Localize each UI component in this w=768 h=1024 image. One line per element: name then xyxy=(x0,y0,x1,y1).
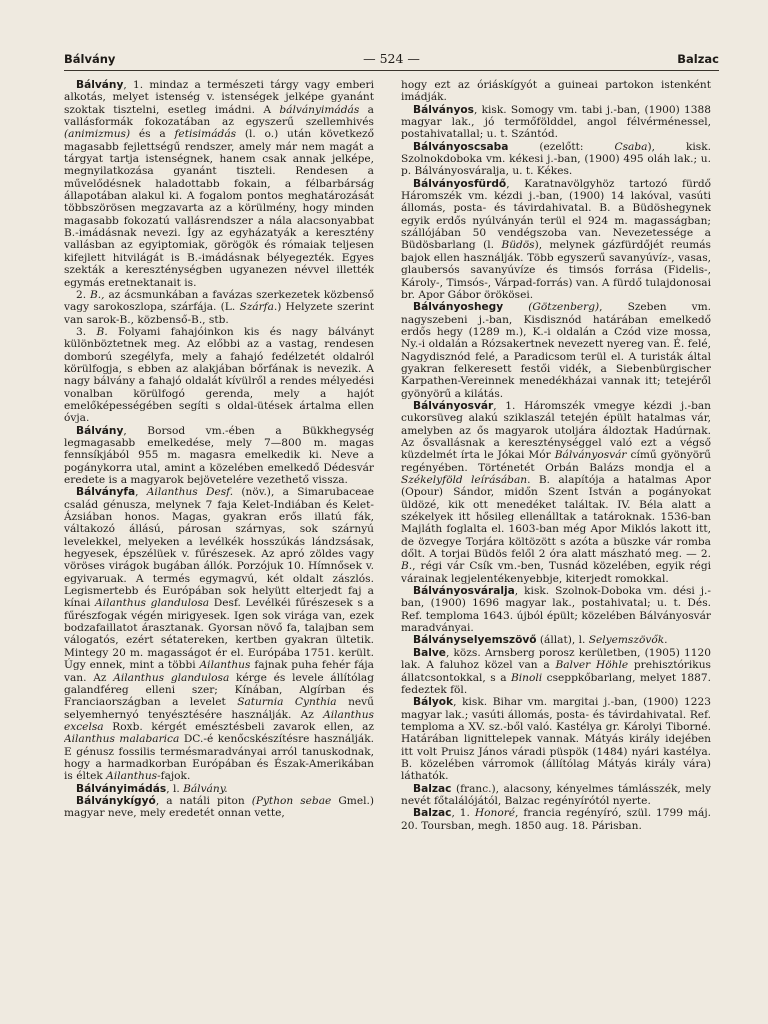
entry-text: , kisk. Somogy vm. tabi j.-ban, (1900) 1388 magyar lak., jó termőfölddel, angol félvérménessel, postahivatallal; u. t. Szántód. xyxy=(401,103,711,141)
italic-term: Büdös xyxy=(501,239,535,252)
page-header xyxy=(64,52,719,71)
italic-term: Ailanthus glandulosa xyxy=(95,597,210,610)
entry-text: , l. xyxy=(166,782,184,795)
entry-headword: Bálványoshegy xyxy=(413,301,504,314)
italic-term: (Götzenberg) xyxy=(528,301,600,314)
entry-text: című gyönyörű regényében. Történetét Orbán Balázs mondja el a xyxy=(401,449,711,474)
page-number: — 524 — xyxy=(363,51,420,66)
dictionary-entry xyxy=(64,326,374,425)
entry-text: 2. xyxy=(76,288,91,301)
entry-text: , 1. mindaz a természeti tárgy vagy emberi alkotás, melyet istenség v. istenségek jelképe gyanánt szoktak tisztelni, esetleg imádni. A xyxy=(64,79,374,116)
italic-term: Ailanthus xyxy=(106,770,158,783)
italic-term: bálványimádás xyxy=(279,103,360,116)
italic-term: Ailanthus xyxy=(199,659,251,672)
entry-text: az ácsmunkában a favázas szerkezetek közbenső vagy sarokoszlopa, szárfája. (L. xyxy=(64,288,374,314)
entry-text: ) Helyzete szerint van sarok-B., közbenső-B., stb. xyxy=(64,301,374,326)
dictionary-entry xyxy=(401,400,711,585)
entry-headword: Bálványosfürdő xyxy=(413,177,507,190)
dictionary-entry xyxy=(401,807,711,832)
entry-text: 3. xyxy=(76,325,97,338)
entry-text: , xyxy=(135,486,147,499)
dictionary-entry xyxy=(401,141,711,178)
entry-text: Folyami fahajóinkon kis és nagy bálványt különböztetnek meg. Az előbbi az a vastag, rendesen domború szegélyfa, mely a fahajó fedélzetét oldalról körülfogja, s ebben az alakjában bőrfának is nevezik. A nagy bálvány a fahajó oldalát kívülről a rendes mélyedési vonalban körülfogó gerenda, mely a hajót emelőképességében segíti s oldal-ütések ártalma ellen óvja. xyxy=(64,325,374,425)
entry-headword: Bálványoscsaba xyxy=(413,140,509,153)
dictionary-entry xyxy=(64,289,374,326)
entry-text: , francia regényíró, szül. 1799 máj. 20. Toursban, megh. 1850 aug. 18. Párisban. xyxy=(401,807,711,832)
entry-headword: Bálványfa xyxy=(76,486,136,499)
entry-text: a vallásformák fokozatában az egyszerű szellemhivés xyxy=(64,103,374,129)
italic-term: (animizmus) xyxy=(64,128,131,141)
entry-text: (állat), l. xyxy=(536,634,589,647)
left-column xyxy=(64,79,374,999)
dictionary-entry xyxy=(401,104,711,141)
right-column xyxy=(401,79,711,999)
dictionary-entry xyxy=(64,425,374,487)
entry-headword: Bálvány xyxy=(76,424,124,437)
entry-headword: Balzac xyxy=(413,807,452,820)
dictionary-entry xyxy=(401,696,711,782)
entry-text: (l. o.) után következő magasabb fejlettségű rendszer, amely már nem magát a tárgyat tartja istenségnek, hanem csak annak jelképe, megnyilatkozása gyanánt tiszteli. Rendesen a művelődésnek haladottabb fokain, a félbarbárság állapotában alakul ki. A fogalom pontos meghatározását többszörösen megzavarta az a körülmény, hogy minden magasabb fokozatú vallásrendszer a nála alacsonyabbat B.-imádásnak nevezi. Így az egyházatyák a keresztény vallásban az egyiptomiak, görögök és rómaiak teljesen kifejlett hitvilágát is B.-imádásnak bélyegezték. Egyes szekták a kereszténységben ugyanezen névvel illették egymás eretnektanait is. xyxy=(64,128,374,289)
dictionary-entry xyxy=(401,301,711,400)
entry-headword: Balzac xyxy=(413,782,452,795)
italic-term: B. xyxy=(96,325,108,338)
entry-headword: Bályok xyxy=(413,696,454,709)
italic-term: Selyemszövők. xyxy=(588,634,668,647)
italic-term: Ailanthus glandulosa xyxy=(113,671,230,684)
dictionary-entry xyxy=(401,634,711,646)
entry-text: Desf. Levélkéi fűrészesek s a fűrészfogak végén mirigyesek. Igen sok virága van, ezek bodzafaillatot árasztanak. Gyorsan növő fa, talajban sem válogatós, ezért sétatereken, kertben gyakran ültetik. Mintegy 20 m. magasságot ér el. Európába 1751. került. Úgy ennek, mint a többi xyxy=(64,597,374,672)
entry-text: (ezelőtt: xyxy=(508,140,615,153)
entry-text: nevű selyemhernyó tenyésztésére használják. Az xyxy=(64,696,374,721)
dictionary-entry xyxy=(64,486,374,782)
italic-term: Balver Höhle xyxy=(555,659,629,672)
dictionary-entry xyxy=(401,79,711,104)
entry-headword: Bálványosvár xyxy=(413,399,494,412)
entry-text: Roxb. kérgét emésztésbeli zavarok ellen, az xyxy=(103,720,374,733)
italic-term: Csaba xyxy=(614,140,648,153)
entry-headword: Bálványimádás xyxy=(76,782,167,795)
italic-term: Szárfa. xyxy=(239,301,278,314)
entry-headword: Bálványos xyxy=(413,103,474,116)
entry-text: , Borsod vm.-ében a Bükkhegység legmagasabb emelkedése, mely 7—800 m. magas fennsíkjából 955 m. magasra emelkedik ki. Neve a pogánykorra utal, amint a közelében emelkedő Dédesvár eredete is a magyarok bejövetelére vezethető vissza. xyxy=(64,424,374,486)
italic-term: Székelyföld leírásában xyxy=(401,474,528,486)
entry-text: , 1. Háromszék vmegye kézdi j.-ban cukorsüveg alakú sziklaszál tetején épült hatalmas vár, amelyben az ős magyarok utoljára áldoztak Hadúrnak. Az ősvallásnak a kereszténységgel való ezt a végső küzdelmét írta le Jókai Mór xyxy=(401,399,711,462)
entry-headword: Bálványkígyó xyxy=(76,794,156,807)
entry-text: . B. alapítója a hatalmas Apor (Opour) Sándor, midőn Szent István a pogányokat üldözé, kik ott menedéket találtak. IV. Béla alatt a székelyek itt hősileg ellenálltak a tatároknak. 1536-ban Majláth foglalta el. 1603-ban még Apor Miklós lakott itt, de özvegye Torjára költözött s azóta a büszke vár romba dőlt. A torjai Büdös felől 2 óra alatt mászható meg. — 2. xyxy=(401,474,711,561)
entry-text xyxy=(503,301,528,313)
entry-text: , Szeben vm. nagyszebeni j.-ban, Kisdisznód határában emelkedő erdős hegy (1289 m.), K.-i oldalán a Czód vize mossa, Ny.-i oldalán a Rózsakertnek nevezett nyereg van. É. felé, Nagydisznód felé, a Paradicsom terül el. A turisták által gyakran felkeresett festői vidék, a Siebenbürgischer Karpathen-Vereinnek menedékházai vannak itt; tetejéről gyönyörű a kilátás. xyxy=(401,301,711,400)
entry-text: , 1. xyxy=(451,807,475,820)
dictionary-entry xyxy=(401,647,711,696)
header-left-keyword: Bálvány xyxy=(64,52,116,66)
entry-text: DC.-é kenőcskészítésre használják. E génusz fossilis termésmaradványai arról tanuskodnak, hogy a harmadkorban Európában és Észak-Amerikában is éltek xyxy=(64,733,374,783)
entry-text: kérge és levele állítólag galandféreg elleni szer; Kínában, Algírban és Franciaországban a levelet xyxy=(64,671,374,709)
entry-text: fajnak puha fehér fája van. Az xyxy=(64,659,374,684)
entry-text: , a natáli piton xyxy=(155,794,252,807)
italic-term: (Python sebae xyxy=(251,794,332,807)
italic-term: Ailanthus Desf. xyxy=(146,486,234,499)
dictionary-entry xyxy=(401,585,711,634)
entry-text: -fajok. xyxy=(157,770,191,783)
entry-text: , kisk. Bihar vm. margitai j.-ban, (1900) 1223 magyar lak.; vasúti állomás, posta- és távirdahivatal. Ref. temploma a XV. sz.-ből való. Kastélya gr. Károlyi Tiborné. Határában lignittelepek vannak. Mátyás király idejében itt volt Pruisz János váradi püspök (1484) nyári kastélya. B. közelében várromok (állítólag Mátyás király vára) láthatók. xyxy=(401,696,711,783)
entry-text: (franc.), alacsony, kényelmes támlásszék, mely nevét főtalálójától, Balzac regényírótól nyerte. xyxy=(401,782,711,807)
italic-term: B. xyxy=(401,560,413,573)
italic-term: Binoli xyxy=(511,671,543,684)
italic-term: fetisimádás xyxy=(174,128,237,141)
entry-text: , régi vár Csík vm.-ben, Tusnád közelében, egyik régi várainak legjelentékenyebbje, kiterjedt romokkal. xyxy=(401,560,711,585)
entry-text: hogy ezt az óriáskígyót a guineai partokon istenként imádják. xyxy=(401,79,711,104)
italic-term: Ailanthus malabarica xyxy=(64,733,180,746)
dictionary-entry xyxy=(401,178,711,301)
entry-text: (növ.), a Simarubaceae család génusza, melynek 7 faja Kelet-Indiában és Kelet-Ázsiában honos. Magas, gyakran erős illatú fák, váltakozó állású, párosan szárnyas, sok szárnyú levelekkel, melyeken a levélkék hosszúkás lándzsásak, hegyesek, épszélüek v. fűrészesek. Az apró zöldes vagy vöröses virágok bugában állók. Porzójuk 10. Hímnősek v. egyivaruak. A termés egymagvú, két oldalt zászlós. Legismertebb és Európában sok helyütt elterjedt faj a kínai xyxy=(64,486,374,610)
italic-term: Bálványosvár xyxy=(554,449,627,462)
entry-text: prehisztórikus állatcsontokkal, s a xyxy=(401,659,711,684)
italic-term: B., xyxy=(90,288,105,301)
entry-headword: Bálványosváralja xyxy=(413,585,515,598)
italic-term: Saturnia Cynthia xyxy=(237,696,337,709)
entry-text: cseppkőbarlang, melyet 1887. fedeztek föl. xyxy=(401,671,711,696)
entry-text: , kisk. Szolnok-Doboka vm. dési j.-ban, (1900) 1696 magyar lak., postahivatal; u. t. Dés. Ref. temploma 1643. újból épült; közelében Bálványosvár maradványai. xyxy=(401,585,711,635)
entry-headword: Balve xyxy=(413,646,446,659)
entry-text: , Karatnavölgyhöz tartozó fürdő Háromszék vm. kézdi j.-ban, (1900) 14 lakóval, vasúti állomás, posta- és távirdahivatal. B. a Büdöshegynek egyik erdős nyúlványán terül el 924 m. magasságban; szállójában 50 vendégszoba van. Nevezetessége a Büdösbarlang (l. xyxy=(401,177,711,252)
header-right-keyword: Balzac xyxy=(677,52,719,66)
entry-text: Gmel.) magyar neve, mely eredetét onnan vette, xyxy=(64,794,374,820)
entry-headword: Bálvány xyxy=(76,79,124,91)
italic-term: Honoré xyxy=(474,807,516,820)
italic-term: Ailanthus excelsa xyxy=(64,708,374,733)
dictionary-entry xyxy=(401,783,711,808)
dictionary-entry xyxy=(64,795,374,820)
entry-text: ), melynek gázfürdőjét reumás bajok ellen használják. Több egyszerű savanyúvíz-, vasas, glaubersós savanyúvíze és timsós forrása (Fidelis-, Károly-, Timsós-, Várpad-forrás) van. A fürdő tulajdonosai br. Apor Gábor örökösei. xyxy=(401,239,711,301)
dictionary-entry xyxy=(64,783,374,795)
dictionary-entry xyxy=(64,79,374,289)
entry-text: és a xyxy=(130,128,175,141)
entry-headword: Bálványselyemszövő xyxy=(413,634,537,647)
entry-text: , közs. Arnsberg porosz kerületben, (1905) 1120 lak. A faluhoz közel van a xyxy=(401,646,711,672)
entry-text: ), kisk. Szolnokdoboka vm. kékesi j.-ban, (1900) 495 oláh lak.; u. p. Bálványosváralja, u. t. Kékes. xyxy=(401,140,711,178)
italic-term: Bálvány. xyxy=(183,782,228,795)
